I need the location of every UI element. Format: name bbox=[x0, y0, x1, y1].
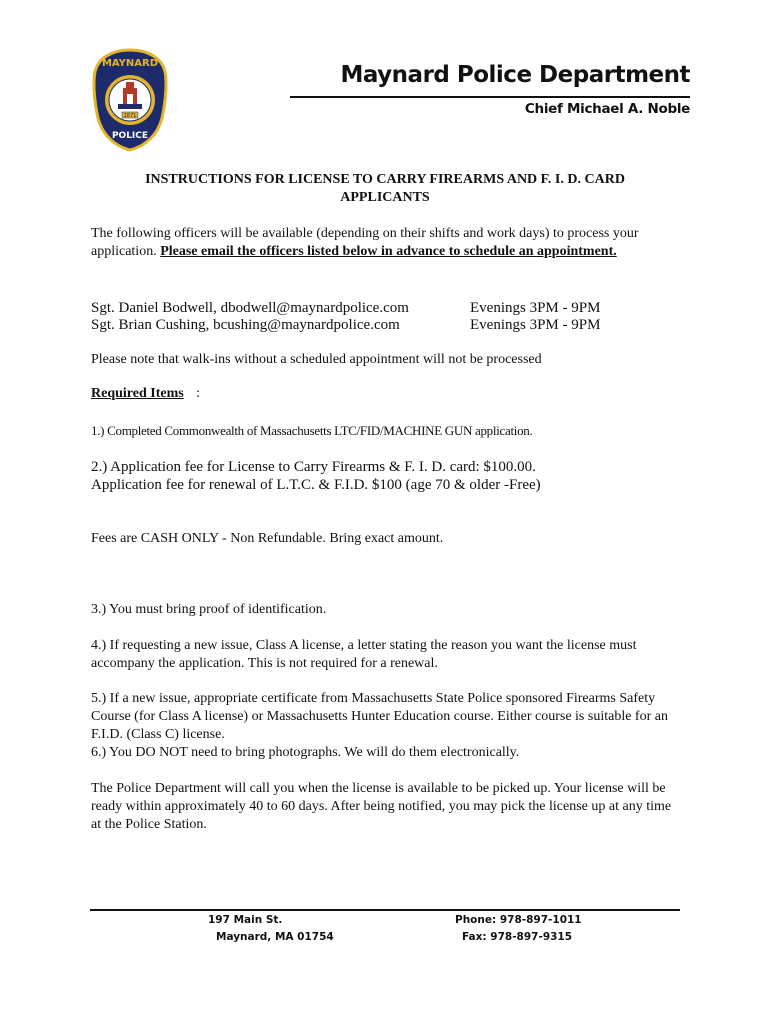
chief-name: Chief Michael A. Noble bbox=[524, 101, 690, 117]
required-item-3: 3.) You must bring proof of identification. bbox=[91, 602, 327, 617]
footer-fax: Fax: 978-897-9315 bbox=[462, 931, 573, 943]
heading-line-1: INSTRUCTIONS FOR LICENSE TO CARRY FIREARMS AND F. I. D. CARD bbox=[145, 172, 625, 187]
fees-note: Fees are CASH ONLY - Non Refundable. Bring exact amount. bbox=[91, 531, 444, 546]
officer-hours: Evenings 3PM - 9PM bbox=[470, 300, 601, 316]
required-heading-text: Required Items bbox=[91, 386, 184, 401]
header-divider bbox=[290, 96, 690, 98]
required-heading-colon: : bbox=[196, 386, 200, 401]
officer-hours: Evenings 3PM - 9PM bbox=[470, 317, 601, 333]
footer-address-line-1: 197 Main St. bbox=[208, 914, 283, 926]
police-patch-logo bbox=[92, 48, 168, 152]
required-item-2: 2.) Application fee for License to Carry Firearms & F. I. D. card: $100.00. Application fee for renewal of L.T.C. & F.I.D. $100 (age 70 & older -Free) bbox=[91, 459, 541, 493]
required-item-4: 4.) If requesting a new issue, Class A license, a letter stating the reason you want the license must accompany the application. This is not required for a renewal. bbox=[91, 638, 637, 671]
intro-paragraph bbox=[91, 225, 681, 261]
footer-divider bbox=[90, 909, 680, 911]
officer-name: Sgt. Daniel Bodwell, dbodwell@maynardpolice.com bbox=[91, 300, 409, 316]
intro-text: The following officers will be available (depending on their shifts and work days) to process your application. bbox=[91, 226, 639, 259]
patch-year: 1871 bbox=[123, 113, 137, 119]
heading-line-2: APPLICANTS bbox=[340, 190, 430, 205]
page-title: Maynard Police Department bbox=[340, 62, 690, 88]
document-heading bbox=[90, 171, 680, 207]
intro-emphasis: Please email the officers listed below in advance to schedule an appointment. bbox=[160, 244, 617, 259]
footer-phone: Phone: 978-897-1011 bbox=[455, 914, 582, 926]
closing-paragraph: The Police Department will call you when the license is available to be picked up. Your license will be ready within approximately 40 to 60 days. After being notified, you may pick the license up at any time at the Police Station. bbox=[91, 781, 672, 832]
patch-bottom-text: POLICE bbox=[111, 131, 149, 141]
required-item-6: 6.) You DO NOT need to bring photographs. We will do them electronically. bbox=[91, 745, 520, 760]
footer-address-line-2: Maynard, MA 01754 bbox=[216, 931, 334, 943]
walkin-note: Please note that walk-ins without a scheduled appointment will not be processed bbox=[91, 352, 542, 367]
patch-top-text: MAYNARD bbox=[101, 58, 159, 69]
officer-name: Sgt. Brian Cushing, bcushing@maynardpolice.com bbox=[91, 317, 400, 333]
required-item-1: 1.) Completed Commonwealth of Massachusetts LTC/FID/MACHINE GUN application. bbox=[91, 423, 533, 438]
required-items-heading bbox=[91, 386, 184, 402]
required-item-5: 5.) If a new issue, appropriate certificate from Massachusetts State Police sponsored Firearms Safety Course (for Class A license) or Massachusetts Hunter Education course. Either course is suitable for an F.I.D. (Class C) license. bbox=[91, 691, 668, 742]
